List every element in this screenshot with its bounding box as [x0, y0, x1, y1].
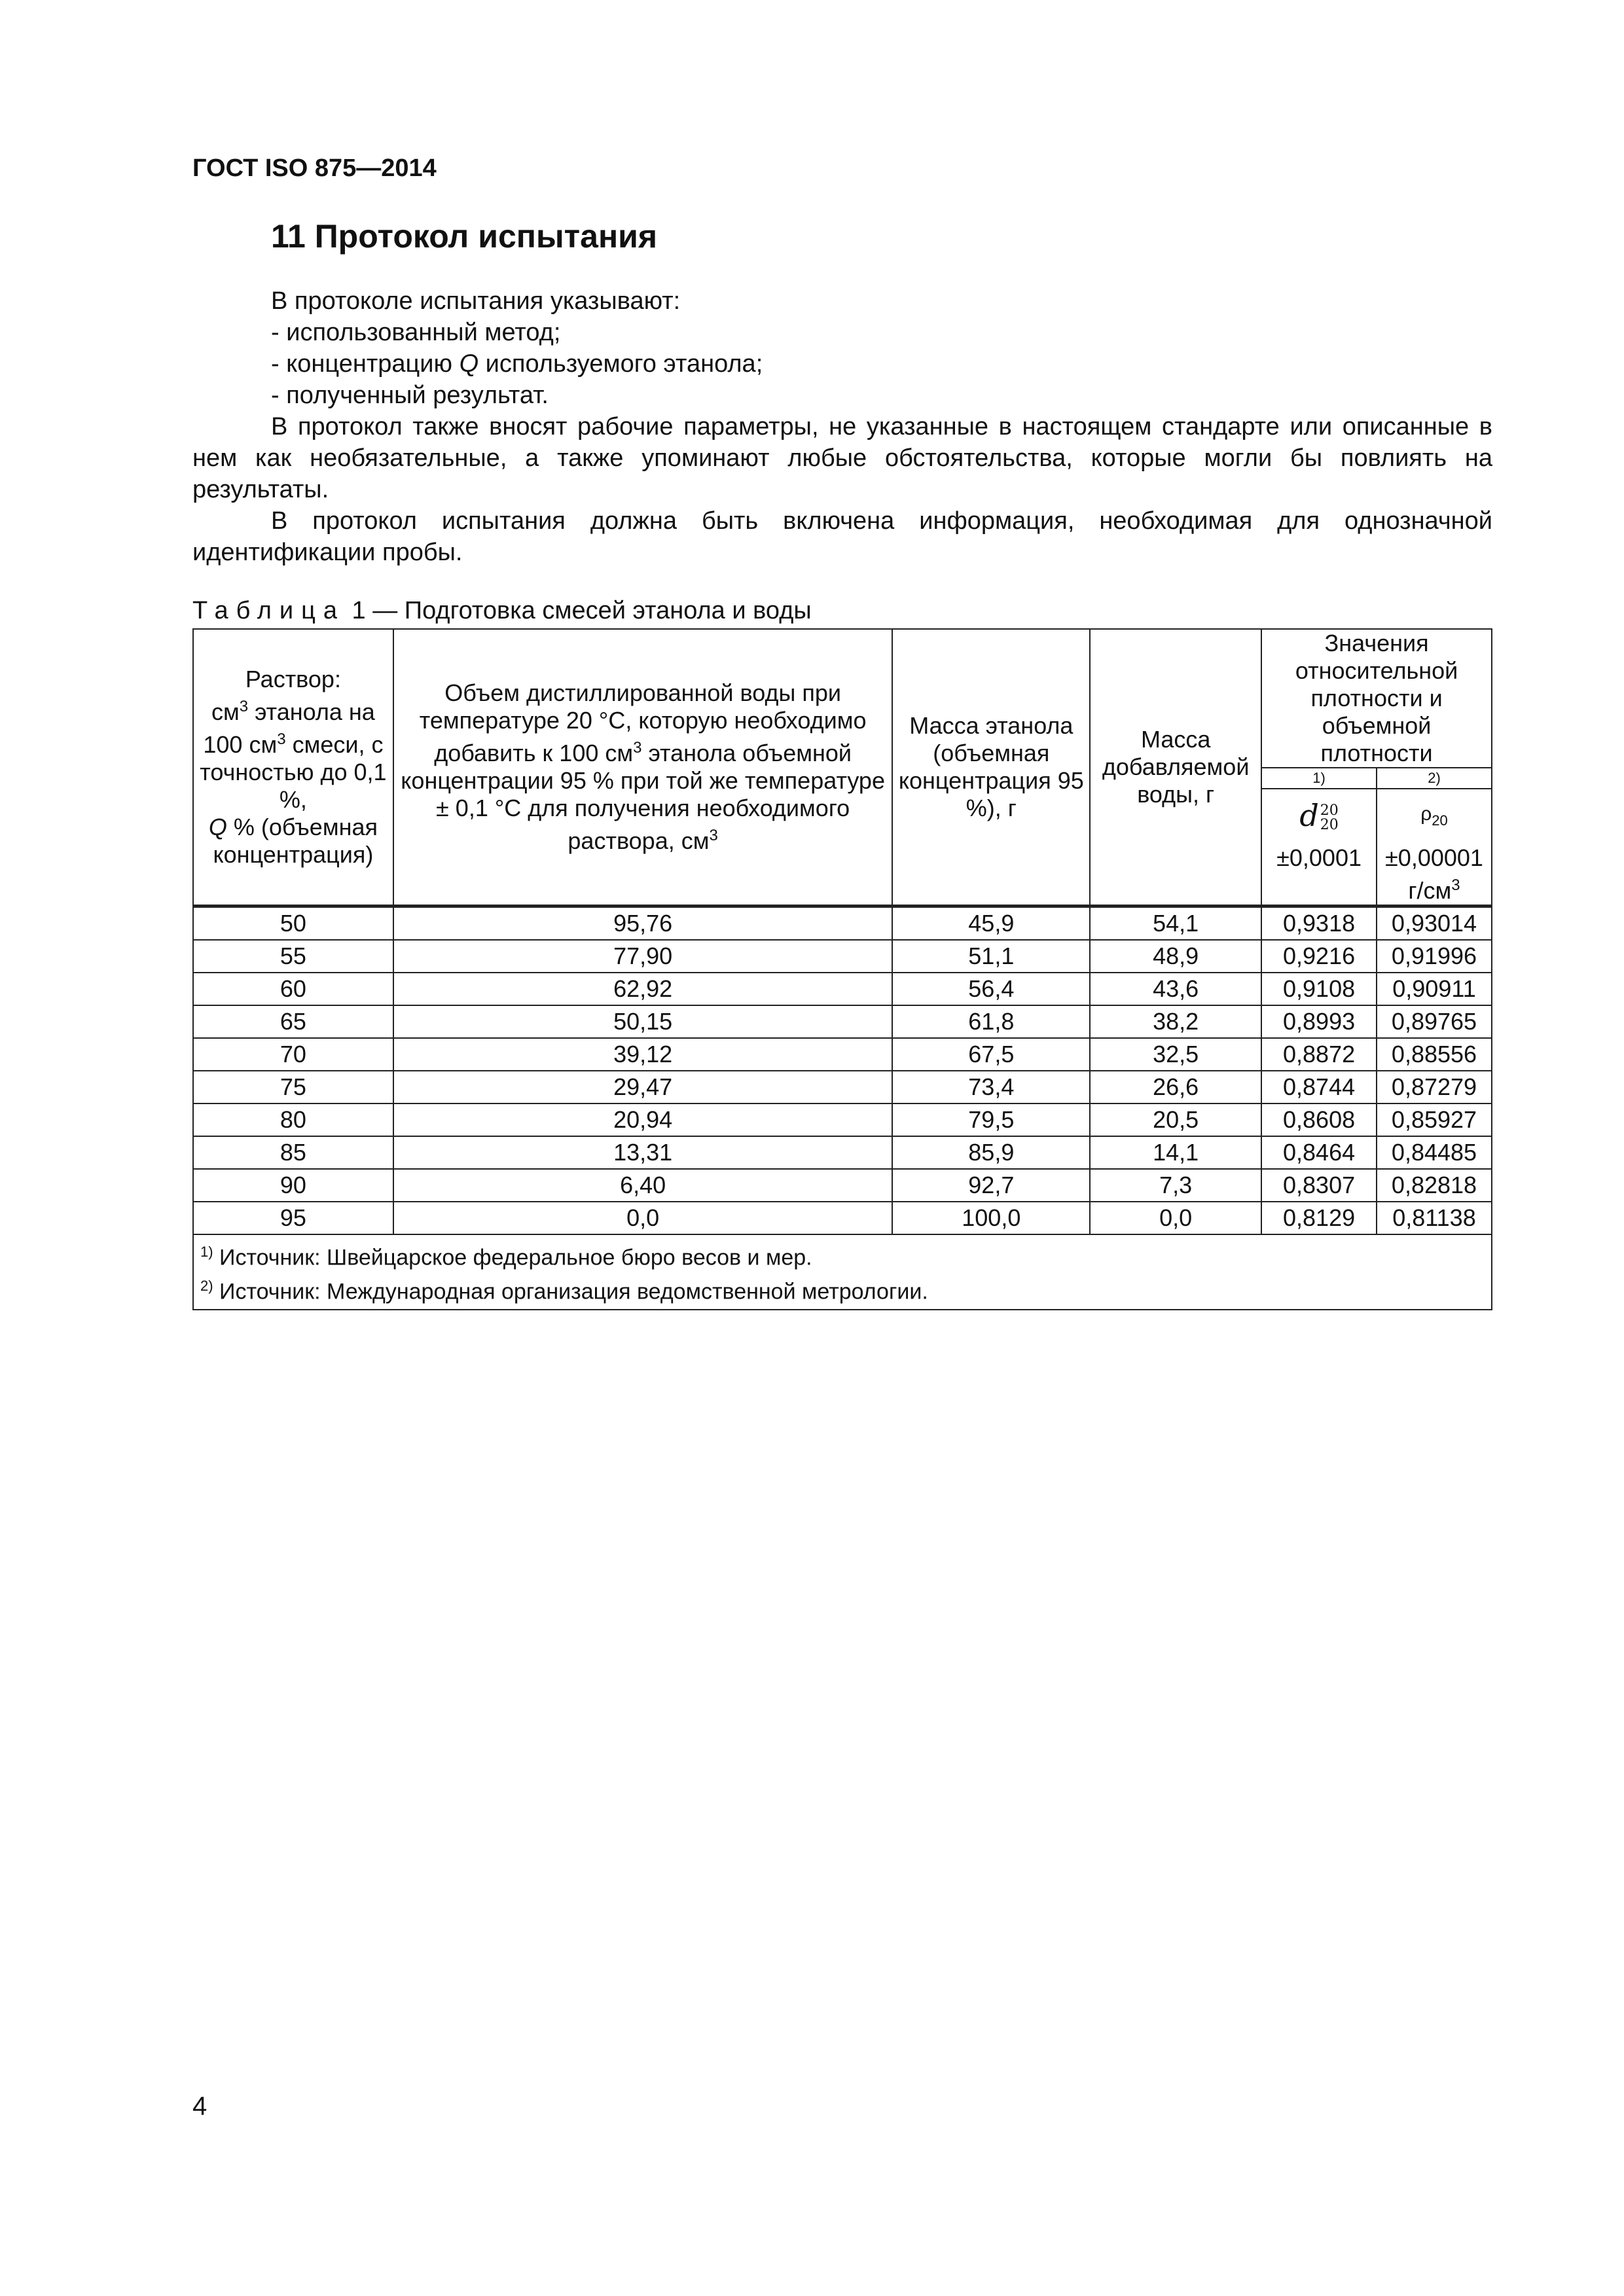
table-cell: 20,5: [1090, 1103, 1261, 1136]
table-cell: 0,82818: [1377, 1169, 1492, 1202]
table-cell: 61,8: [892, 1005, 1090, 1038]
note-2: $^{2)}$ Источник: Международная организация ведомственной метрологии.: [200, 1278, 928, 1304]
table-cell: 38,2: [1090, 1005, 1261, 1038]
table-cell: 50,15: [393, 1005, 893, 1038]
table-cell: 55: [193, 940, 393, 973]
table-cell: 75: [193, 1071, 393, 1103]
table-cell: 56,4: [892, 973, 1090, 1005]
table-cell: 39,12: [393, 1038, 893, 1071]
table-cell: 0,8872: [1261, 1038, 1377, 1071]
table-caption-text: 1 — Подготовка смесей этанола и воды: [345, 597, 812, 624]
table-cell: 0,87279: [1377, 1071, 1492, 1103]
table-row: [193, 1005, 1492, 1038]
note-1: $^{1)}$ Источник: Швейцарское федеральное бюро весов и мер.: [200, 1244, 812, 1270]
table-cell: 50: [193, 906, 393, 941]
table-cell: 0,93014: [1377, 906, 1492, 941]
table-cell: 14,1: [1090, 1136, 1261, 1169]
table-cell: 45,9: [892, 906, 1090, 941]
table-cell: 80: [193, 1103, 393, 1136]
table-cell: 0,8744: [1261, 1071, 1377, 1103]
table-cell: 0,91996: [1377, 940, 1492, 973]
table-cell: 0,8464: [1261, 1136, 1377, 1169]
tolerance-relative-density: ±0,0001: [1261, 844, 1377, 906]
table-cell: 79,5: [892, 1103, 1090, 1136]
table-row: [193, 973, 1492, 1005]
table-row: [193, 940, 1492, 973]
header-water-mass: Масса добавляемой воды, г: [1090, 629, 1261, 906]
table-row: [193, 1136, 1492, 1169]
intro-line: В протоколе испытания указывают:: [271, 287, 681, 315]
table-cell: 51,1: [892, 940, 1090, 973]
list-item-prefix: - концентрацию: [271, 350, 460, 378]
header-relative-density: d 20 20: [1261, 789, 1377, 844]
header-ethanol-mass: Масса этанола (объемная концентрация 95 %), г: [892, 629, 1090, 906]
table-cell: 0,8608: [1261, 1103, 1377, 1136]
list-item: [192, 348, 1492, 380]
q-symbol: Q: [459, 350, 479, 378]
header-volume-density: $\rho_{20}$: [1377, 789, 1492, 844]
table-cell: 62,92: [393, 973, 893, 1005]
table-cell: 0,8129: [1261, 1202, 1377, 1234]
section-title: 11 Протокол испытания: [271, 218, 658, 255]
list-item-suffix: используемого этанола;: [478, 350, 763, 378]
table-cell: 32,5: [1090, 1038, 1261, 1071]
table-cell: 92,7: [892, 1169, 1090, 1202]
table-cell: 95,76: [393, 906, 893, 941]
table-cell: 0,84485: [1377, 1136, 1492, 1169]
paragraph: В протокол испытания должна быть включена информация, необходимая для однозначной идентификации пробы.: [192, 507, 1492, 566]
table-cell: 29,47: [393, 1071, 893, 1103]
table-cell: 85,9: [892, 1136, 1090, 1169]
table-row: [193, 1202, 1492, 1234]
table-body: [193, 906, 1492, 1235]
table-caption: [192, 597, 812, 625]
table-cell: 100,0: [892, 1202, 1090, 1234]
table-cell: 0,0: [393, 1202, 893, 1234]
table-row: [193, 1071, 1492, 1103]
table-cell: 7,3: [1090, 1169, 1261, 1202]
table-cell: 70: [193, 1038, 393, 1071]
table-cell: 0,9216: [1261, 940, 1377, 973]
table-cell: 65: [193, 1005, 393, 1038]
standard-code: ГОСТ ISO 875—2014: [192, 154, 437, 182]
table-cell: 85: [193, 1136, 393, 1169]
page-number: 4: [192, 2092, 208, 2121]
table-cell: 13,31: [393, 1136, 893, 1169]
table-cell: 95: [193, 1202, 393, 1234]
header-density: Значения относительной плотности и объемной плотности: [1261, 629, 1492, 768]
table-cell: 0,89765: [1377, 1005, 1492, 1038]
table-row: [193, 1038, 1492, 1071]
table-row: [193, 1103, 1492, 1136]
table-cell: 0,0: [1090, 1202, 1261, 1234]
table-cell: 73,4: [892, 1071, 1090, 1103]
table-cell: 0,88556: [1377, 1038, 1492, 1071]
list-item: - полученный результат.: [271, 382, 549, 409]
footnote-ref-2: 2): [1377, 768, 1492, 789]
table-cell: 67,5: [892, 1038, 1090, 1071]
body-text: [192, 285, 1492, 568]
tolerance-volume-density: ±0,00001 $г/см^3$: [1377, 844, 1492, 906]
table-cell: 0,81138: [1377, 1202, 1492, 1234]
table-cell: 0,9318: [1261, 906, 1377, 941]
table-cell: 90: [193, 1169, 393, 1202]
table-caption-word: Таблица: [192, 597, 345, 624]
table-row: [193, 1169, 1492, 1202]
paragraph: В протокол также вносят рабочие параметры, не указанные в настоящем стандарте или описанные в нем как необязательные, а также упоминают любые обстоятельства, которые могли бы повлиять на результаты.: [192, 413, 1492, 503]
table-cell: 60: [193, 973, 393, 1005]
list-item: - использованный метод;: [271, 319, 561, 346]
header-solution: Раствор: $см^3$ этанола на 100 $см^3$ смеси, с точностью до 0,1 %, Q % (объемная концентрация): [193, 629, 393, 906]
table-cell: 48,9: [1090, 940, 1261, 973]
table-cell: 0,8993: [1261, 1005, 1377, 1038]
table-cell: 43,6: [1090, 973, 1261, 1005]
table-cell: 0,85927: [1377, 1103, 1492, 1136]
table-cell: 77,90: [393, 940, 893, 973]
table-cell: 20,94: [393, 1103, 893, 1136]
footnote-ref-1: 1): [1261, 768, 1377, 789]
table-cell: 0,8307: [1261, 1169, 1377, 1202]
data-table: [192, 628, 1492, 1310]
table-cell: 54,1: [1090, 906, 1261, 941]
table-cell: 26,6: [1090, 1071, 1261, 1103]
header-water-volume: Объем дистиллированной воды при температуре 20 °С, которую необходимо добавить к 100 $см^3$ этанола объемной концентрации 95 % при той же температуре ± 0,1 °С для получения необходимого раствора, $см^3$: [393, 629, 893, 906]
table-row: [193, 906, 1492, 941]
table-cell: 0,9108: [1261, 973, 1377, 1005]
table-cell: 6,40: [393, 1169, 893, 1202]
table-notes: [193, 1234, 1492, 1310]
table-cell: 0,90911: [1377, 973, 1492, 1005]
